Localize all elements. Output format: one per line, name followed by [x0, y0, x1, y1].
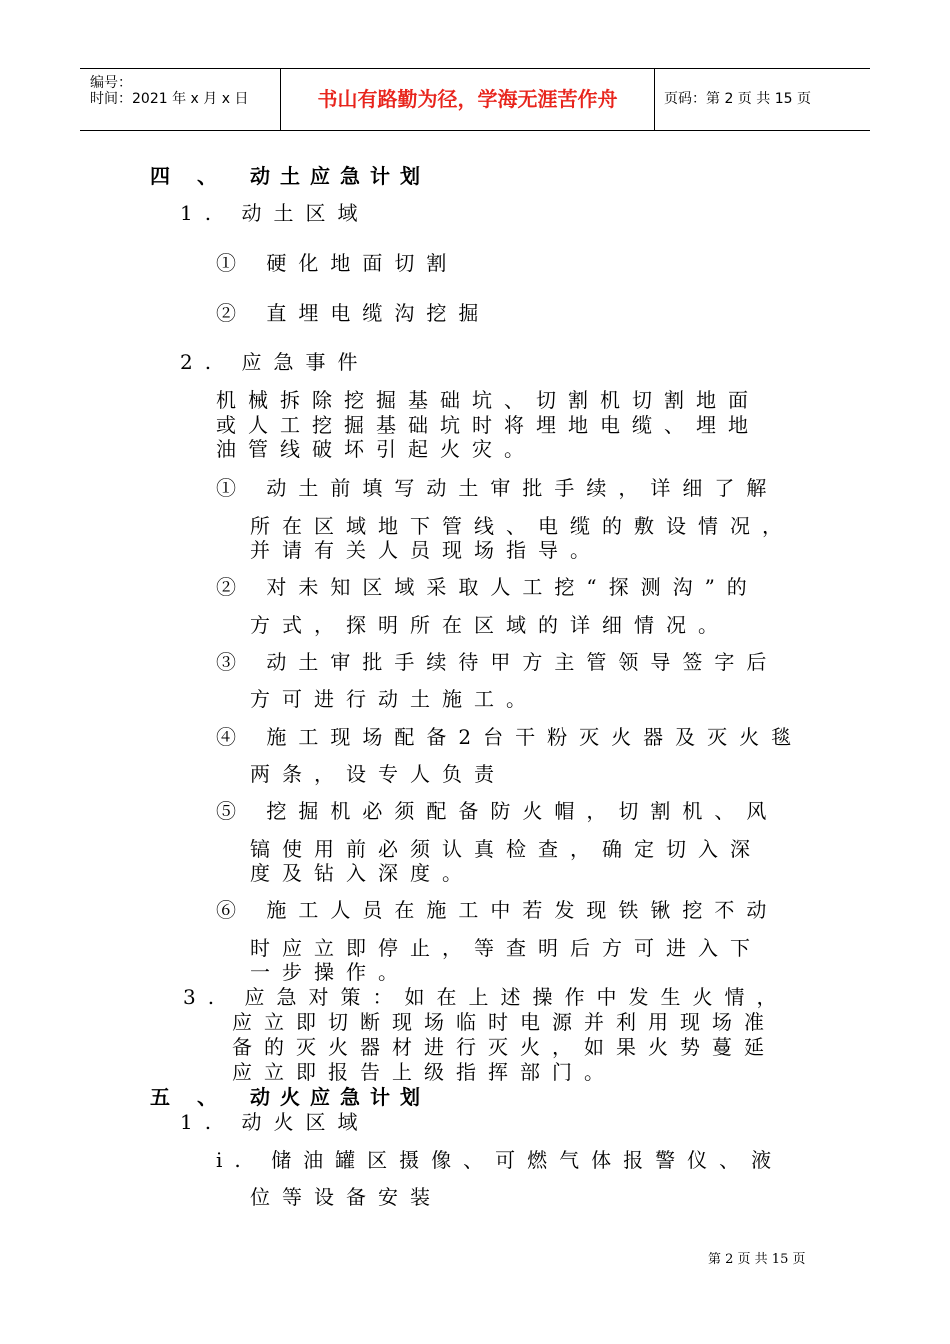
- measure-6-line: 时应立即停止，等查明后方可进入下: [250, 936, 762, 960]
- measure-6-line: ⑥ 施工人员在施工中若发现铁锹挖不动: [216, 898, 779, 922]
- measure-3-line: ③ 动土审批手续待甲方主管领导签字后: [216, 650, 779, 674]
- header-meta-cell: [80, 69, 281, 130]
- paragraph-line: 机械拆除挖掘基础坑、切割机切割地面: [216, 388, 760, 412]
- section-4-1-heading: 1. 动土区域: [180, 201, 370, 225]
- list-item: 位等设备安装: [250, 1185, 442, 1209]
- section-4-title: 动土应急计划: [250, 164, 430, 188]
- measure-6-line: 一步操作。: [250, 960, 410, 984]
- paragraph-line: 或人工挖掘基础坑时将埋地电缆、埋地: [216, 413, 760, 437]
- header-motto: 书山有路勤为径，学海无涯苦作舟: [281, 69, 655, 130]
- measure-2-line: ② 对未知区域采取人工挖“探测沟”的: [216, 575, 759, 599]
- measure-3-line: 方可进行动土施工。: [250, 687, 538, 711]
- section-5-1-heading: 1. 动火区域: [180, 1110, 370, 1134]
- measure-4-line: ④ 施工现场配备2台干粉灭火器及灭火毯: [216, 725, 804, 749]
- header-page-label: 页码：第 2 页 共 15 页: [664, 91, 811, 107]
- section-4-3-line: 应立即切断现场临时电源并利用现场准: [232, 1010, 776, 1034]
- section-4-2-heading: 2. 应急事件: [180, 350, 370, 374]
- number-label: 编号：: [90, 75, 132, 91]
- page-footer: 第 2 页 共 15 页: [708, 1252, 806, 1267]
- list-item: i. 储油罐区摄像、可燃气体报警仪、液: [216, 1148, 784, 1172]
- section-5-number: 五 、: [150, 1085, 227, 1109]
- section-4-3-line: 备的灭火器材进行灭火，如果火势蔓延: [232, 1035, 776, 1059]
- time-label: 时间：2021 年 x 月 x 日: [90, 91, 249, 107]
- measure-4-line: 两条，设专人负责: [250, 762, 506, 786]
- page-header: [80, 68, 870, 131]
- measure-1-line: 所在区域地下管线、电缆的敷设情况，: [250, 514, 794, 538]
- measure-5-line: ⑤ 挖掘机必须配备防火帽，切割机、风: [216, 799, 779, 823]
- measure-2-line: 方式，探明所在区域的详细情况。: [250, 613, 730, 637]
- section-4-number: 四 、: [150, 164, 227, 188]
- measure-1-line: 并请有关人员现场指导。: [250, 538, 602, 562]
- measure-1-line: ① 动土前填写动土审批手续，详细了解: [216, 476, 779, 500]
- section-4-3-line: 应立即报告上级指挥部门。: [232, 1060, 616, 1084]
- paragraph-line: 油管线破坏引起火灾。: [216, 437, 536, 461]
- measure-5-line: 度及钻入深度。: [250, 861, 474, 885]
- list-item: ② 直埋电缆沟挖掘: [216, 301, 491, 325]
- section-4-3-line: 3. 应急对策：如在上述操作中发生火情，: [183, 985, 789, 1009]
- section-5-title: 动火应急计划: [250, 1085, 430, 1109]
- list-item: ① 硬化地面切割: [216, 251, 459, 275]
- measure-5-line: 镐使用前必须认真检查，确定切入深: [250, 837, 762, 861]
